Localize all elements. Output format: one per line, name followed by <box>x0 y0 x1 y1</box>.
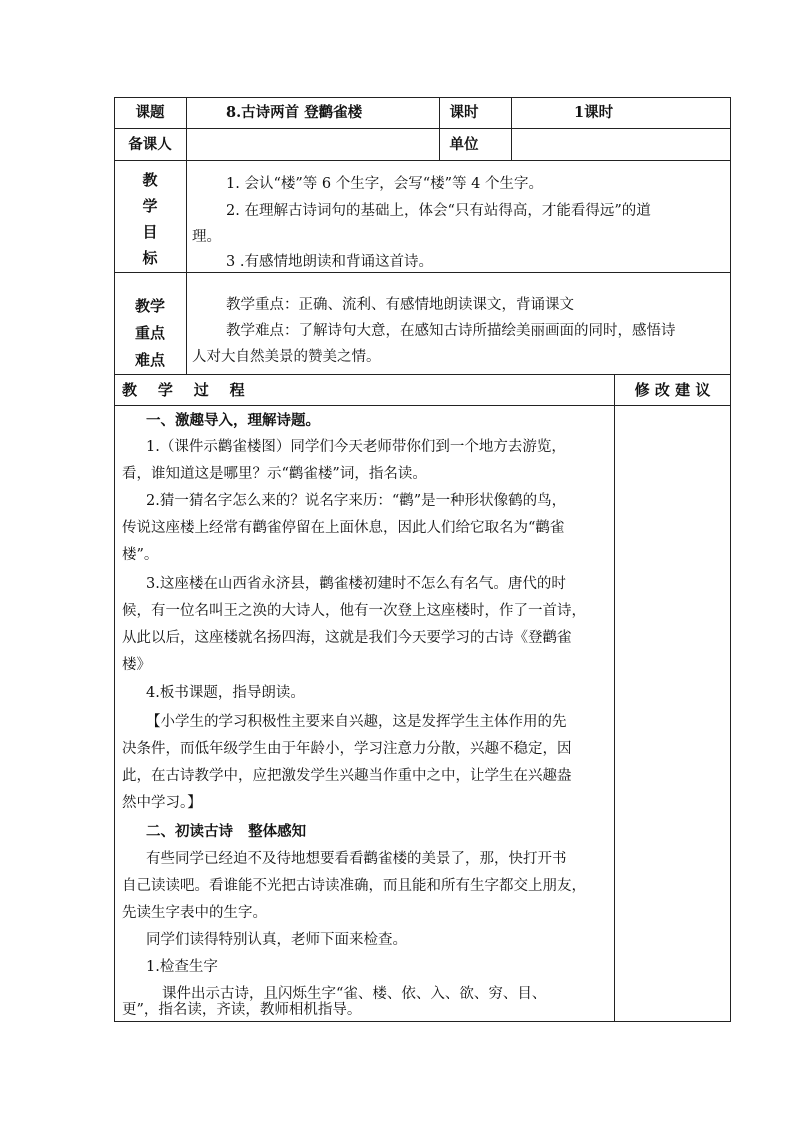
lesson-plan-table <box>114 97 731 1022</box>
process-line: 决条件，而低年级学生由于年龄小，学习注意力分散，兴趣不稳定，因 <box>122 741 572 757</box>
objectives-label-char-3: 目 <box>142 223 158 241</box>
process-line: 同学们读得特别认真，老师下面来检查。 <box>146 932 407 948</box>
process-line: 有些同学已经迫不及待地想要看看鹳雀楼的美景了，那，快打开书 <box>146 851 567 867</box>
keypoints-label-line-3: 难点 <box>134 351 165 369</box>
process-line: 课件出示古诗，且闪烁生字“雀、楼、依、入、欲、穷、目、 <box>162 986 547 1002</box>
keypoints-label-line-1: 教学 <box>134 297 165 315</box>
rule-right <box>730 97 731 1022</box>
rule-row1 <box>114 128 731 129</box>
process-body <box>114 405 614 1021</box>
preparer-label: 备课人 <box>128 136 172 153</box>
revision-notes-cell[interactable] <box>615 406 730 1021</box>
process-line: 此，在古诗教学中，应把激发学生兴趣当作重中之中，让学生在兴趣盎 <box>122 768 572 784</box>
objectives-label-char-1: 教 <box>142 171 158 189</box>
hours-value: 1课时 <box>574 104 614 121</box>
process-line: 2.猜一猜名字怎么来的？说名字来历：“鹳”是一种形状像鹤的鸟， <box>146 493 567 509</box>
teaching-difficulty-line2: 人对大自然美景的赞美之情。 <box>192 349 381 365</box>
section-2-heading: 二、初读古诗 整体感知 <box>146 823 307 840</box>
process-line: 1.（课件示鹳雀楼图）同学们今天老师带你们到一个地方去游览， <box>146 439 566 455</box>
revision-header: 修 改 建 议 <box>634 381 711 399</box>
process-line: 从此以后，这座楼就名扬四海，这就是我们今天要学习的古诗《登鹳雀 <box>122 630 572 646</box>
objective-1: 1. 会认“楼”等 6 个生字，会写“楼”等 4 个生字。 <box>226 176 543 192</box>
process-line: 3.这座楼在山西省永济县，鹳雀楼初建时不怎么有名气。唐代的时 <box>146 576 566 592</box>
process-line: 候，有一位名叫王之涣的大诗人，他有一次登上这座楼时，作了一首诗， <box>122 603 586 619</box>
keypoints-label-line-2: 重点 <box>134 324 165 342</box>
process-line: 【小学生的学习积极性主要来自兴趣，这是发挥学生主体作用的先 <box>146 714 567 730</box>
teaching-focus: 教学重点：正确、流利、有感情地朗读课文，背诵课文 <box>226 297 574 313</box>
topic-value: 8.古诗两首 登鹳雀楼 <box>226 104 363 121</box>
objectives-label-char-2: 学 <box>142 197 158 215</box>
unit-label: 单位 <box>449 136 479 153</box>
process-header: 教 学 过 程 <box>122 381 245 399</box>
keypoints-label <box>114 293 186 374</box>
process-line: 1.检查生字 <box>146 959 218 975</box>
rule-label-col <box>186 97 187 374</box>
process-line: 楼》 <box>122 657 151 673</box>
rule-row2 <box>114 160 731 161</box>
topic-label: 课题 <box>135 104 165 121</box>
objective-2-line1: 2. 在理解古诗词句的基础上，体会“只有站得高，才能看得远”的道 <box>226 203 651 219</box>
teaching-difficulty-line1: 教学难点：了解诗句大意，在感知古诗所描绘美丽画面的同时，感悟诗 <box>226 323 676 339</box>
process-line: 自己读读吧。看谁能不光把古诗读准确，而且能和所有生字都交上朋友， <box>122 878 586 894</box>
objective-3: 3 .有感情地朗读和背诵这首诗。 <box>226 254 433 270</box>
rule-col4 <box>511 97 512 160</box>
process-line: 4.板书课题，指导朗读。 <box>146 685 305 701</box>
objectives-label-char-4: 标 <box>142 249 158 267</box>
process-line: 楼”。 <box>122 547 159 563</box>
process-line: 然中学习。】 <box>122 795 202 811</box>
section-1-heading: 一、激趣导入，理解诗题。 <box>146 412 320 429</box>
rule-row4 <box>114 374 731 375</box>
objective-2-line2: 理。 <box>192 229 221 245</box>
objectives-label <box>114 167 186 271</box>
process-line: 先读生字表中的生字。 <box>122 905 267 921</box>
process-line: 传说这座楼上经常有鹳雀停留在上面休息，因此人们给它取名为“鹳雀 <box>122 520 565 536</box>
hours-label: 课时 <box>449 104 479 121</box>
process-line: 看，谁知道这是哪里？示“鹳雀楼”词，指名读。 <box>122 466 427 482</box>
rule-top <box>114 97 731 98</box>
process-line: 更”，指名读，齐读，教师相机指导。 <box>122 1002 362 1018</box>
